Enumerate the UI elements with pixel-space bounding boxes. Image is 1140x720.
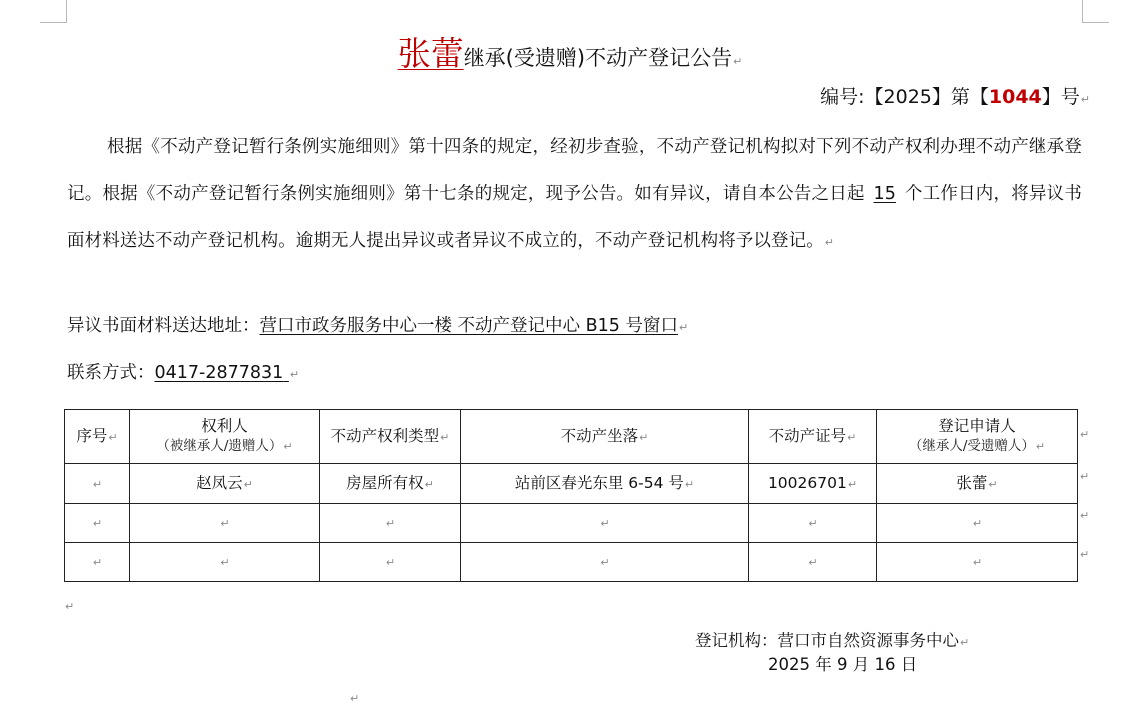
paragraph-mark-icon: ↵ (824, 236, 835, 249)
header-cert-no: 不动产证号↵ (749, 410, 877, 464)
serial-value: 1044 (988, 86, 1042, 108)
paragraph-mark-icon: ↵ (1080, 93, 1090, 106)
notice-body (67, 124, 1082, 266)
page-corner-mark-right (1082, 0, 1109, 23)
cell-location: 站前区春光东里 6-54 号↵ (461, 464, 749, 504)
cell-holder: ↵ (130, 543, 320, 582)
registration-authority (695, 627, 969, 651)
header-seq: 序号↵ (65, 410, 130, 464)
empty-paragraph-mark-icon: ↵ (350, 692, 360, 705)
title-text: 继承(受遗赠)不动产登记公告 (463, 46, 733, 70)
cell-applicant: 张蕾↵ (877, 464, 1078, 504)
paragraph-mark-icon: ↵ (733, 55, 743, 68)
org-label: 登记机构： (695, 631, 778, 650)
contact-phone: 0417-2877831 (154, 363, 284, 383)
cell-seq: ↵ (65, 504, 130, 543)
registration-table (64, 409, 1078, 582)
cell-location: ↵ (461, 543, 749, 582)
table-row (65, 504, 1078, 543)
objection-address-label: 异议书面材料送达地址： (67, 316, 260, 336)
header-holder: 权利人 （被继承人/遗赠人）↵ (130, 410, 320, 464)
objection-address: 营口市政务服务中心一楼 不动产登记中心 B15 号窗口 (259, 316, 678, 336)
cell-location: ↵ (461, 504, 749, 543)
cell-applicant: ↵ (877, 543, 1078, 582)
body-text-part1: 根据《不动产登记暂行条例实施细则》第十四条的规定，经初步查验，不动产登记机构拟对下列不动产权利办理不动产继承登记。根据《不动产登记暂行条例实施细则》第十七条的规定，现予公告。如有异议，请自本公告之日起 (67, 137, 1082, 204)
org-name: 营口市自然资源事务中心 (777, 631, 959, 650)
page-corner-mark-left (40, 0, 67, 23)
contact-label: 联系方式： (67, 363, 155, 383)
objection-days: 15 (873, 184, 896, 204)
table-row (65, 543, 1078, 582)
header-right-type: 不动产权利类型↵ (320, 410, 461, 464)
cell-right-type: ↵ (320, 543, 461, 582)
cell-holder: ↵ (130, 504, 320, 543)
cell-cert-no: ↵ (749, 543, 877, 582)
row-end-mark-icon: ↵ (1080, 428, 1090, 441)
cell-right-type: ↵ (320, 504, 461, 543)
notice-date: 2025 年 9 月 16 日 (768, 655, 918, 674)
paragraph-mark-icon: ↵ (960, 636, 970, 649)
paragraph-mark-icon: ↵ (678, 321, 689, 334)
serial-suffix: 】号 (1041, 86, 1080, 108)
cell-applicant: ↵ (877, 504, 1078, 543)
title-applicant-name: 张蕾 (397, 34, 464, 73)
body-text-part2: 个工作日内，将异议书面材料送达不动产登记机构。逾期无人提出异议或者异议不成立的，不动产登记机构将予以登记。 (67, 184, 1083, 251)
cell-right-type: 房屋所有权↵ (320, 464, 461, 504)
cell-cert-no: ↵ (749, 504, 877, 543)
row-end-mark-icon: ↵ (1080, 548, 1090, 561)
table-header-row (65, 410, 1078, 464)
cell-holder: 赵凤云↵ (130, 464, 320, 504)
row-end-mark-icon: ↵ (1080, 470, 1090, 483)
header-location: 不动产坐落↵ (461, 410, 749, 464)
header-applicant: 登记申请人 （继承人/受遗赠人）↵ (877, 410, 1078, 464)
objection-address-line (67, 312, 688, 337)
empty-paragraph-mark-icon: ↵ (65, 600, 75, 613)
notice-title (0, 28, 1140, 75)
paragraph-mark-icon: ↵ (289, 368, 300, 381)
cell-seq: ↵ (65, 464, 130, 504)
row-end-mark-icon: ↵ (1080, 509, 1090, 522)
cell-cert-no: 10026701↵ (749, 464, 877, 504)
table-row (65, 464, 1078, 504)
serial-number (820, 82, 1090, 109)
cell-seq: ↵ (65, 543, 130, 582)
serial-prefix: 编号:【2025】第【 (820, 86, 989, 108)
contact-line (67, 359, 299, 384)
